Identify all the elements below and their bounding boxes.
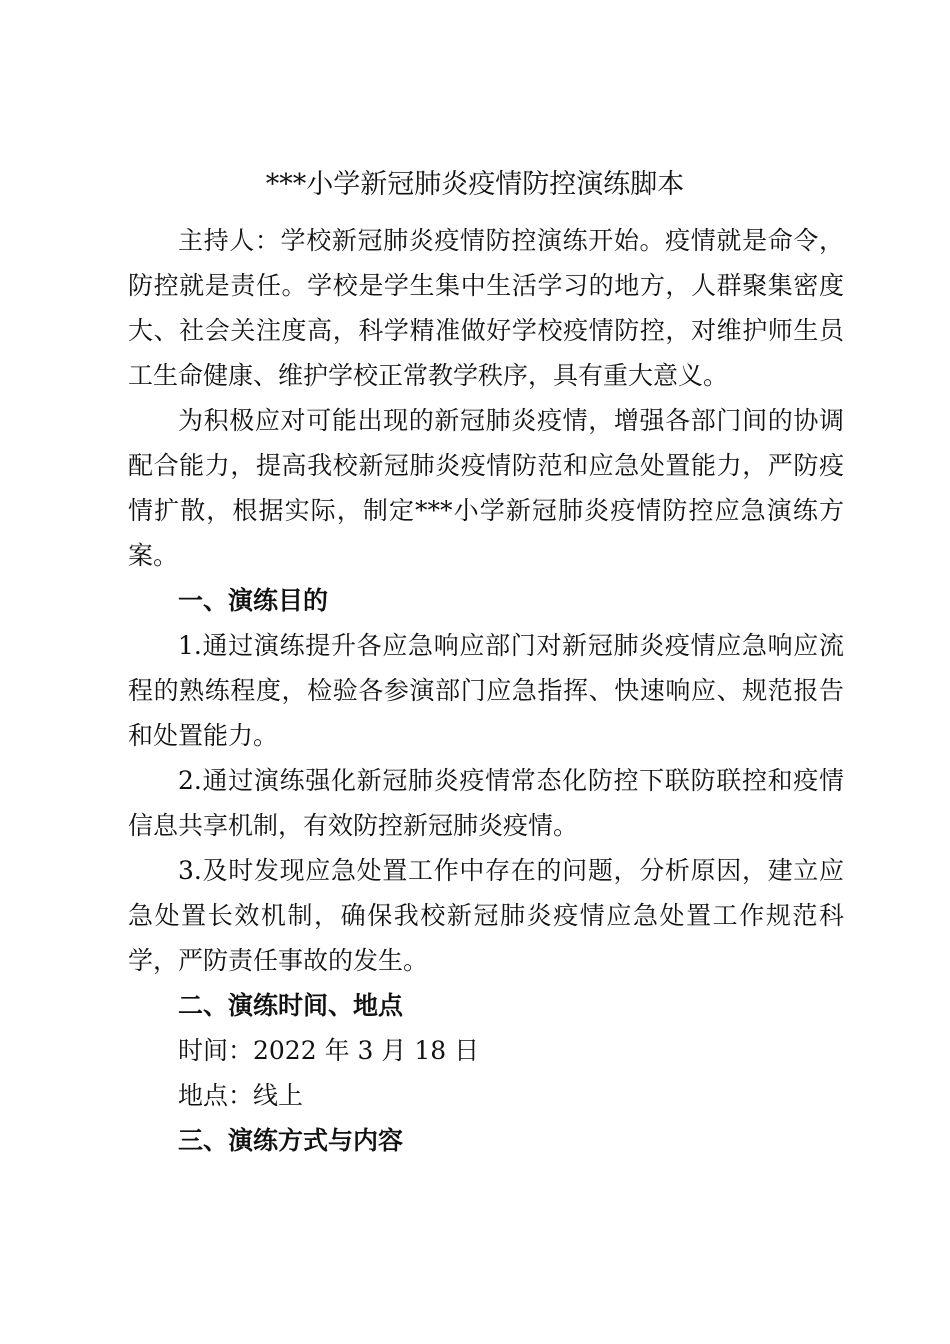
intro-paragraph-1: 主持人：学校新冠肺炎疫情防控演练开始。疫情就是命令，防控就是责任。学校是学生集中生活学习的地方，人群聚集密度大、社会关注度高，科学精准做好学校疫情防控，对维护师生员工生命健康、维护学校正常教学秩序，具有重大意义。 — [128, 226, 844, 390]
section-1-item-1: 1.通过演练提升各应急响应部门对新冠肺炎疫情应急响应流程的熟练程度，检验各参演部门应急指挥、快速响应、规范报告和处置能力。 — [128, 631, 844, 750]
document-title: ***小学新冠肺炎疫情防控演练脚本 — [265, 169, 685, 200]
section-1-item-3: 3.及时发现应急处置工作中存在的问题，分析原因，建立应急处置长效机制，确保我校新冠肺炎疫情应急处置工作规范科学，严防责任事故的发生。 — [128, 856, 844, 975]
section-3-heading: 三、演练方式与内容 — [178, 1126, 404, 1155]
section-2-time: 时间：2022 年 3 月 18 日 — [178, 1036, 480, 1065]
section-1-heading: 一、演练目的 — [178, 586, 329, 615]
section-1-item-2: 2.通过演练强化新冠肺炎疫情常态化防控下联防联控和疫情信息共享机制，有效防控新冠肺炎疫情。 — [128, 766, 844, 840]
section-2-heading: 二、演练时间、地点 — [178, 991, 404, 1020]
document-body — [128, 218, 844, 1163]
section-2-place: 地点：线上 — [178, 1081, 304, 1110]
intro-paragraph-2: 为积极应对可能出现的新冠肺炎疫情，增强各部门间的协调配合能力，提高我校新冠肺炎疫情防范和应急处置能力，严防疫情扩散，根据实际，制定***小学新冠肺炎疫情防控应急演练方案。 — [128, 406, 844, 570]
